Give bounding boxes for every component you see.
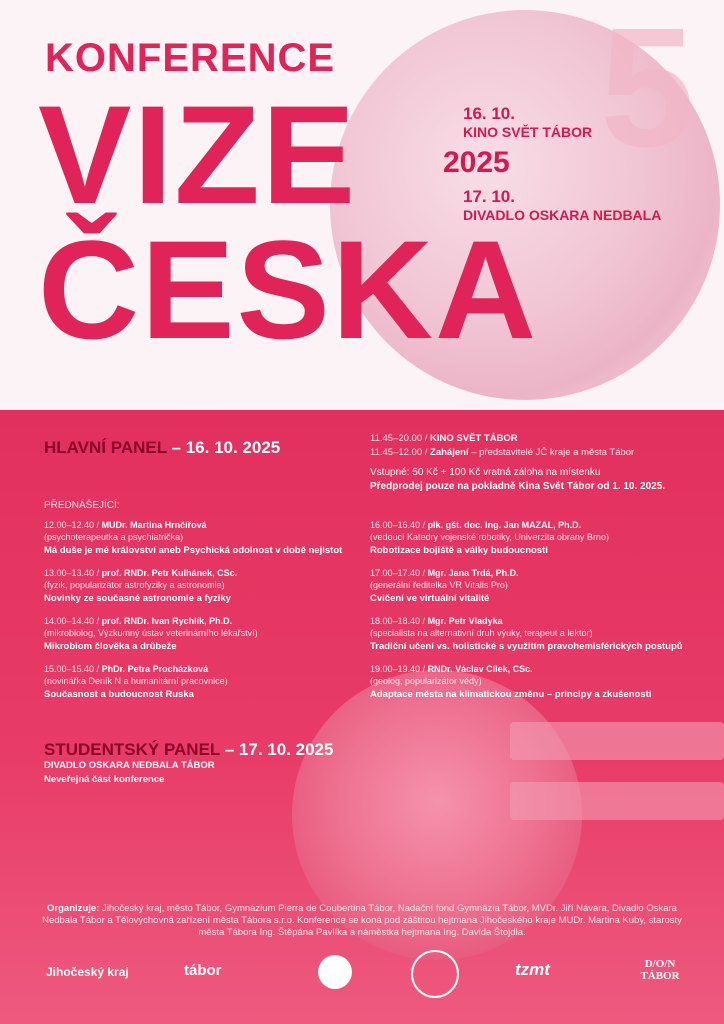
speaker-description: (generální ředitelka VR Vitalis Pro): [370, 580, 508, 590]
student-panel-label: STUDENTSKÝ PANEL: [44, 740, 221, 759]
time-range: 13.00–13.40 /: [44, 568, 102, 578]
student-panel-note: Neveřejná část konference: [44, 774, 165, 785]
speaker-time-line: [370, 616, 503, 626]
speaker-name: prof. RNDr. Petr Kulhánek, CSc.: [101, 568, 238, 578]
opening-desc: – představitelé JČ kraje a města Tábor: [471, 447, 635, 458]
organizers-body: Jihočeský kraj, město Tábor, Gymnázium Pierra de Coubertina Tábor, Nadační fond Gymnázia Tábor, MVDr. Jiří Návara, Divadlo Oskara Nedbala Tábor a Tělovýchovná zařízení města Tábora s.r.o. Konference se koná pod záštitou hejtmana Jihočeského kraje MUDr. Martina Kuby, starosty města Tábora Ing. Štěpána Pavlíka a náměstka hejtmana Ing. Davida Štojdla.: [42, 903, 682, 938]
speakers-label: PŘEDNÁŠEJÍCÍ:: [44, 500, 120, 511]
time-range: 11.45–12.00 /: [370, 447, 428, 458]
speaker-name: PhDr. Petra Procházková: [101, 664, 209, 674]
speaker-name: prof. RNDr. Ivan Rychlík, Ph.D.: [101, 616, 233, 626]
talk-topic: Robotizace bojiště a války budoucnosti: [370, 545, 548, 556]
arrow-stripe: [510, 722, 724, 760]
talk-topic: Mikrobiom člověka a drůbeže: [44, 641, 177, 652]
venue-name: KINO SVĚT TÁBOR: [430, 433, 518, 444]
organizers-text: [30, 903, 694, 939]
logo-don-tabor: D/O/N TÁBOR: [640, 958, 680, 982]
opening-line: [370, 447, 634, 458]
speaker-description: (specialista na alternativní druh výuky, terapeut a lektor): [370, 628, 593, 638]
year: 2025: [443, 146, 510, 179]
speaker-time-line: [44, 520, 207, 530]
speaker-name: Mgr. Petr Vladyka: [427, 616, 503, 626]
main-panel-label: HLAVNÍ PANEL: [44, 438, 167, 457]
speaker-description: (psychoterapeutka a psychiatrička): [44, 532, 184, 542]
talk-topic: Současnost a budoucnost Ruska: [44, 689, 194, 700]
speaker-time-line: [370, 664, 533, 674]
main-panel-title: [44, 438, 280, 458]
time-range: 12.00–12.40 /: [44, 520, 102, 530]
opening-label: Zahájení: [430, 447, 469, 458]
speaker-time-line: [44, 616, 232, 626]
student-panel-venue: DIVADLO OSKARA NEDBALA TÁBOR: [44, 760, 215, 771]
venue-2: DIVADLO OSKARA NEDBALA: [463, 207, 662, 223]
speaker-description: (mikrobiolog, Výzkumný ústav veterinárního lékařství): [44, 628, 258, 638]
talk-topic: Má duše je mé království aneb Psychická odolnost v době nejistot: [44, 545, 343, 556]
speaker-description: (geolog, popularizátor vědy): [370, 676, 482, 686]
speaker-description: (vedoucí Katedry vojenské robotiky, Univerzita obrany Brno): [370, 532, 609, 542]
speaker-name: MUDr. Martina Hrnčířová: [101, 520, 207, 530]
logo-gymnazium-icon: [318, 955, 352, 989]
time-range: 15.00–15.40 /: [44, 664, 102, 674]
time-range: 16.00–16.40 /: [370, 520, 428, 530]
logo-houpaci-kun-icon: [411, 950, 459, 998]
title-ceska: ČESKA: [38, 211, 539, 368]
talk-topic: Tradiční učení vs. holistické s využitím pravohemisférických postupů: [370, 641, 683, 652]
talk-topic: Adaptace města na klimatickou změnu – principy a zkušenosti: [370, 689, 652, 700]
venue-1: KINO SVĚT TÁBOR: [463, 124, 593, 140]
speaker-name: plk. gšt. doc. Ing. Jan MAZAL, Ph.D.: [427, 520, 582, 530]
time-range: 14.00–14.40 /: [44, 616, 102, 626]
main-panel-date: – 16. 10. 2025: [171, 438, 281, 457]
speaker-time-line: [44, 568, 237, 578]
entry-price: Vstupné: 50 Kč + 100 Kč vratná záloha na místenku: [370, 467, 601, 478]
time-range: 19.00–19.40 /: [370, 664, 428, 674]
speaker-name: RNDr. Václav Cílek, CSc.: [427, 664, 533, 674]
time-range: 11.45–20.00 /: [370, 433, 428, 444]
time-range: 18.00–18.40 /: [370, 616, 428, 626]
logo-tzmt: tzmt: [515, 960, 550, 979]
speaker-time-line: [370, 520, 581, 530]
speaker-name: Mgr. Jana Trdá, Ph.D.: [427, 568, 519, 578]
speaker-description: (fyzik, popularizátor astrofyziky a astronomie): [44, 580, 225, 590]
presale-info: Předprodej pouze na pokladně Kina Svět Tábor od 1. 10. 2025.: [370, 481, 666, 492]
student-panel-title: [44, 740, 333, 760]
opening-times: [370, 433, 518, 444]
arrow-stripe: [510, 782, 724, 820]
logo-tabor: tábor: [184, 962, 222, 979]
edition-number: 5: [600, 0, 695, 183]
conference-label: KONFERENCE: [45, 36, 336, 80]
title-vize: VIZE: [38, 76, 358, 233]
speaker-time-line: [370, 568, 519, 578]
organizers-label: Organizuje:: [47, 903, 100, 914]
date-2: 17. 10.: [463, 187, 515, 206]
talk-topic: Novinky ze současné astronomie a fyziky: [44, 593, 231, 604]
speaker-time-line: [44, 664, 208, 674]
speaker-description: (novinářka Deník N a humanitární pracovnice): [44, 676, 228, 686]
student-panel-date: – 17. 10. 2025: [224, 740, 334, 759]
time-range: 17.00–17.40 /: [370, 568, 428, 578]
date-1: 16. 10.: [463, 104, 515, 123]
talk-topic: Cvičení ve virtuální vitalitě: [370, 593, 490, 604]
logo-jihocesky-kraj: Jihočeský kraj: [46, 965, 129, 979]
